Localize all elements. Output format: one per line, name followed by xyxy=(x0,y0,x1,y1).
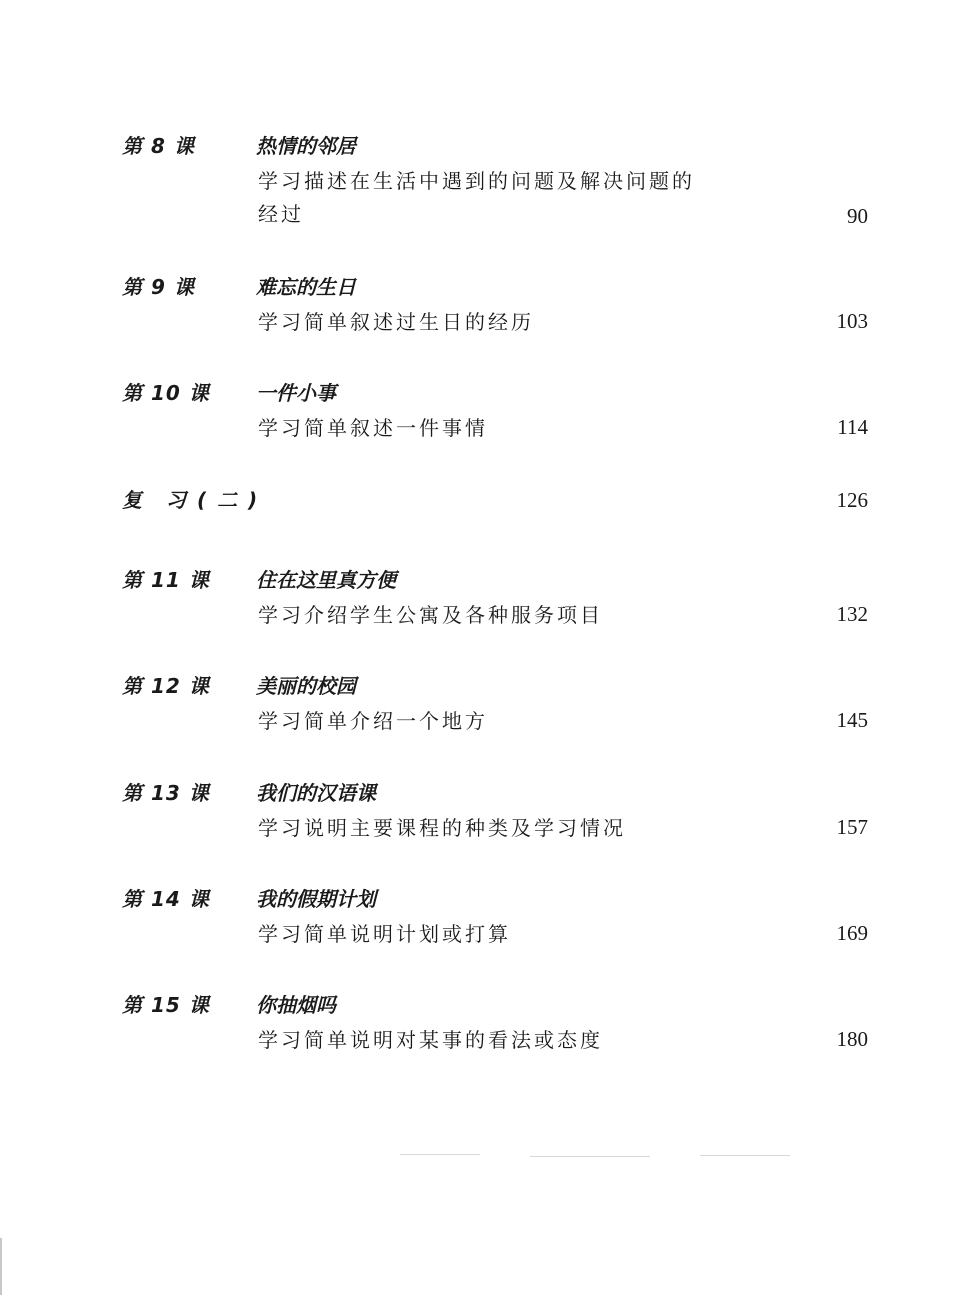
lesson-description: 学习简单叙述过生日的经历 xyxy=(258,310,534,334)
lesson-number: 第 11 课 xyxy=(122,568,210,592)
lesson-title: 热情的邻居 xyxy=(256,134,356,158)
page-number: 180 xyxy=(836,1027,868,1051)
page-number: 145 xyxy=(836,708,868,732)
lesson-description: 学习简单介绍一个地方 xyxy=(258,709,488,733)
scan-artifact xyxy=(530,1156,650,1157)
lesson-number: 第 15 课 xyxy=(122,993,210,1017)
lesson-description: 学习介绍学生公寓及各种服务项目 xyxy=(258,603,603,627)
lesson-title: 你抽烟吗 xyxy=(256,993,336,1017)
page-number: 169 xyxy=(836,921,868,945)
page-number: 114 xyxy=(837,415,868,439)
page-edge-line xyxy=(0,1238,2,1295)
lesson-description: 学习说明主要课程的种类及学习情况 xyxy=(258,816,626,840)
lesson-title: 一件小事 xyxy=(256,381,336,405)
lesson-title: 我的假期计划 xyxy=(256,887,376,911)
page-number: 126 xyxy=(836,488,868,512)
lesson-title: 难忘的生日 xyxy=(256,275,356,299)
lesson-title: 我们的汉语课 xyxy=(256,781,376,805)
scan-artifact xyxy=(400,1154,480,1155)
scan-artifact xyxy=(700,1155,790,1156)
lesson-number: 第 12 课 xyxy=(122,674,210,698)
lesson-description: 学习描述在生活中遇到的问题及解决问题的经过 xyxy=(258,169,695,226)
page-number: 157 xyxy=(836,815,868,839)
lesson-number: 第 14 课 xyxy=(122,887,210,911)
lesson-description: 学习简单说明对某事的看法或态度 xyxy=(258,1028,603,1052)
review-label: 复 习 ( 二 ) xyxy=(122,488,260,512)
page-number: 103 xyxy=(836,309,868,333)
lesson-number: 第 10 课 xyxy=(122,381,210,405)
lesson-title: 美丽的校园 xyxy=(256,674,356,698)
page-number: 90 xyxy=(847,204,868,228)
lesson-number: 第 13 课 xyxy=(122,781,210,805)
lesson-description: 学习简单叙述一件事情 xyxy=(258,416,488,440)
lesson-number: 第 9 课 xyxy=(122,275,195,299)
lesson-number: 第 8 课 xyxy=(122,134,195,158)
page-number: 132 xyxy=(836,602,868,626)
lesson-title: 住在这里真方便 xyxy=(256,568,396,592)
lesson-description: 学习简单说明计划或打算 xyxy=(258,922,511,946)
